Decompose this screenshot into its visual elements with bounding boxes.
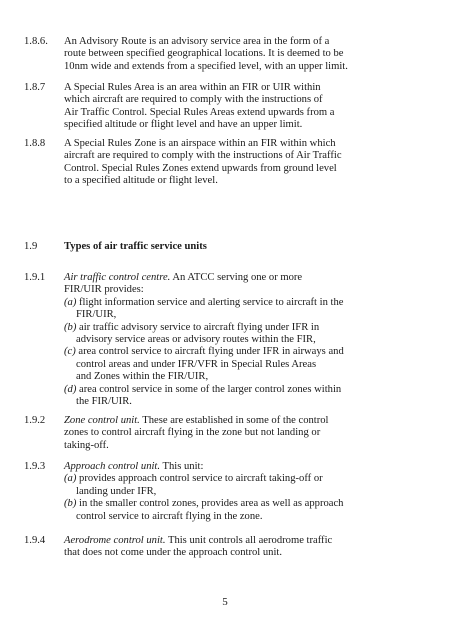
item-text: the FIR/UIR. bbox=[76, 396, 132, 408]
text-line: FIR/UIR provides: bbox=[64, 284, 144, 296]
item-text: advisory service areas or advisory routes within the FIR, bbox=[76, 334, 316, 346]
text-line: This unit: bbox=[160, 461, 204, 472]
subsection-title: Zone control unit. bbox=[64, 415, 140, 426]
item-label: (b) bbox=[64, 321, 77, 333]
text-line: An Advisory Route is an advisory service area in the form of a bbox=[64, 36, 330, 47]
item-label: (d) bbox=[64, 383, 77, 395]
item-text: flight information service and alerting service to aircraft in the bbox=[79, 296, 344, 308]
section-1-8-8 bbox=[24, 138, 418, 188]
list-item bbox=[64, 346, 418, 383]
text-line: Air Traffic Control. Special Rules Areas extend upwards from a bbox=[64, 106, 335, 118]
text-line: taking-off. bbox=[64, 439, 109, 451]
section-1-9-heading bbox=[24, 241, 418, 253]
list-item bbox=[64, 498, 418, 523]
item-text: air traffic advisory service to aircraft flying under IFR in bbox=[79, 321, 320, 333]
section-1-8-7 bbox=[24, 82, 418, 132]
text-line: These are established in some of the control bbox=[139, 415, 329, 426]
section-1-9-1 bbox=[24, 272, 418, 408]
subsection-title: Aerodrome control unit. bbox=[64, 535, 166, 546]
item-text: area control service to aircraft flying under IFR in airways and bbox=[78, 346, 344, 358]
list-item bbox=[64, 384, 418, 409]
text-line: A Special Rules Zone is an airspace within an FIR within which bbox=[64, 138, 336, 149]
section-number: 1.9.3 bbox=[24, 461, 46, 472]
text-line: zones to control aircraft flying in the zone but not landing or bbox=[64, 427, 321, 439]
item-text: control service to aircraft flying in the zone. bbox=[76, 510, 263, 522]
section-1-9-3 bbox=[24, 461, 418, 523]
item-label: (a) bbox=[64, 473, 77, 485]
text-line: which aircraft are required to comply with the instructions of bbox=[64, 94, 323, 106]
section-number: 1.9.1 bbox=[24, 272, 46, 283]
text-line: A Special Rules Area is an area within an FIR or UIR within bbox=[64, 82, 321, 93]
item-text: in the smaller control zones, provides area as well as approach bbox=[79, 498, 344, 510]
text-line: to a specified altitude or flight level. bbox=[64, 175, 218, 187]
item-label: (b) bbox=[64, 498, 77, 510]
section-1-8-6 bbox=[24, 36, 418, 73]
section-number: 1.9 bbox=[24, 241, 38, 252]
text-line: route between specified geographical locations. It is deemed to be bbox=[64, 48, 344, 60]
list-item bbox=[64, 322, 418, 347]
list-item bbox=[64, 297, 418, 322]
item-text: landing under IFR, bbox=[76, 485, 157, 497]
section-title: Types of air traffic service units bbox=[64, 241, 207, 252]
section-number: 1.9.4 bbox=[24, 535, 46, 546]
item-text: control areas and under IFR/VFR in Special Rules Areas bbox=[76, 358, 317, 370]
item-text: FIR/UIR, bbox=[76, 309, 117, 321]
text-line: that does not come under the approach control unit. bbox=[64, 547, 282, 559]
text-line: Control. Special Rules Zones extend upwards from ground level bbox=[64, 162, 337, 174]
section-number: 1.8.6. bbox=[24, 36, 48, 47]
text-line: aircraft are required to comply with the instructions of Air Traffic bbox=[64, 150, 342, 162]
section-number: 1.9.2 bbox=[24, 415, 46, 426]
section-number: 1.8.8 bbox=[24, 138, 46, 149]
item-label: (a) bbox=[64, 296, 77, 308]
text-line: specified altitude or flight level and have an upper limit. bbox=[64, 119, 303, 131]
subsection-title: Air traffic control centre. bbox=[64, 272, 171, 283]
list-item bbox=[64, 473, 418, 498]
subsection-title: Approach control unit. bbox=[64, 461, 161, 472]
section-1-9-4 bbox=[24, 535, 418, 560]
item-label: (c) bbox=[64, 346, 76, 358]
item-text: and Zones within the FIR/UIR, bbox=[76, 371, 209, 383]
text-line: An ATCC serving one or more bbox=[170, 272, 303, 283]
text-line: This unit controls all aerodrome traffic bbox=[165, 535, 333, 546]
page-number: 5 bbox=[222, 596, 228, 608]
text-line: 10nm wide and extends from a specified level, with an upper limit. bbox=[64, 60, 348, 72]
section-1-9-2 bbox=[24, 415, 418, 452]
item-text: area control service in some of the larger control zones within bbox=[79, 383, 342, 395]
section-number: 1.8.7 bbox=[24, 82, 46, 93]
item-text: provides approach control service to aircraft taking-off or bbox=[79, 473, 323, 485]
